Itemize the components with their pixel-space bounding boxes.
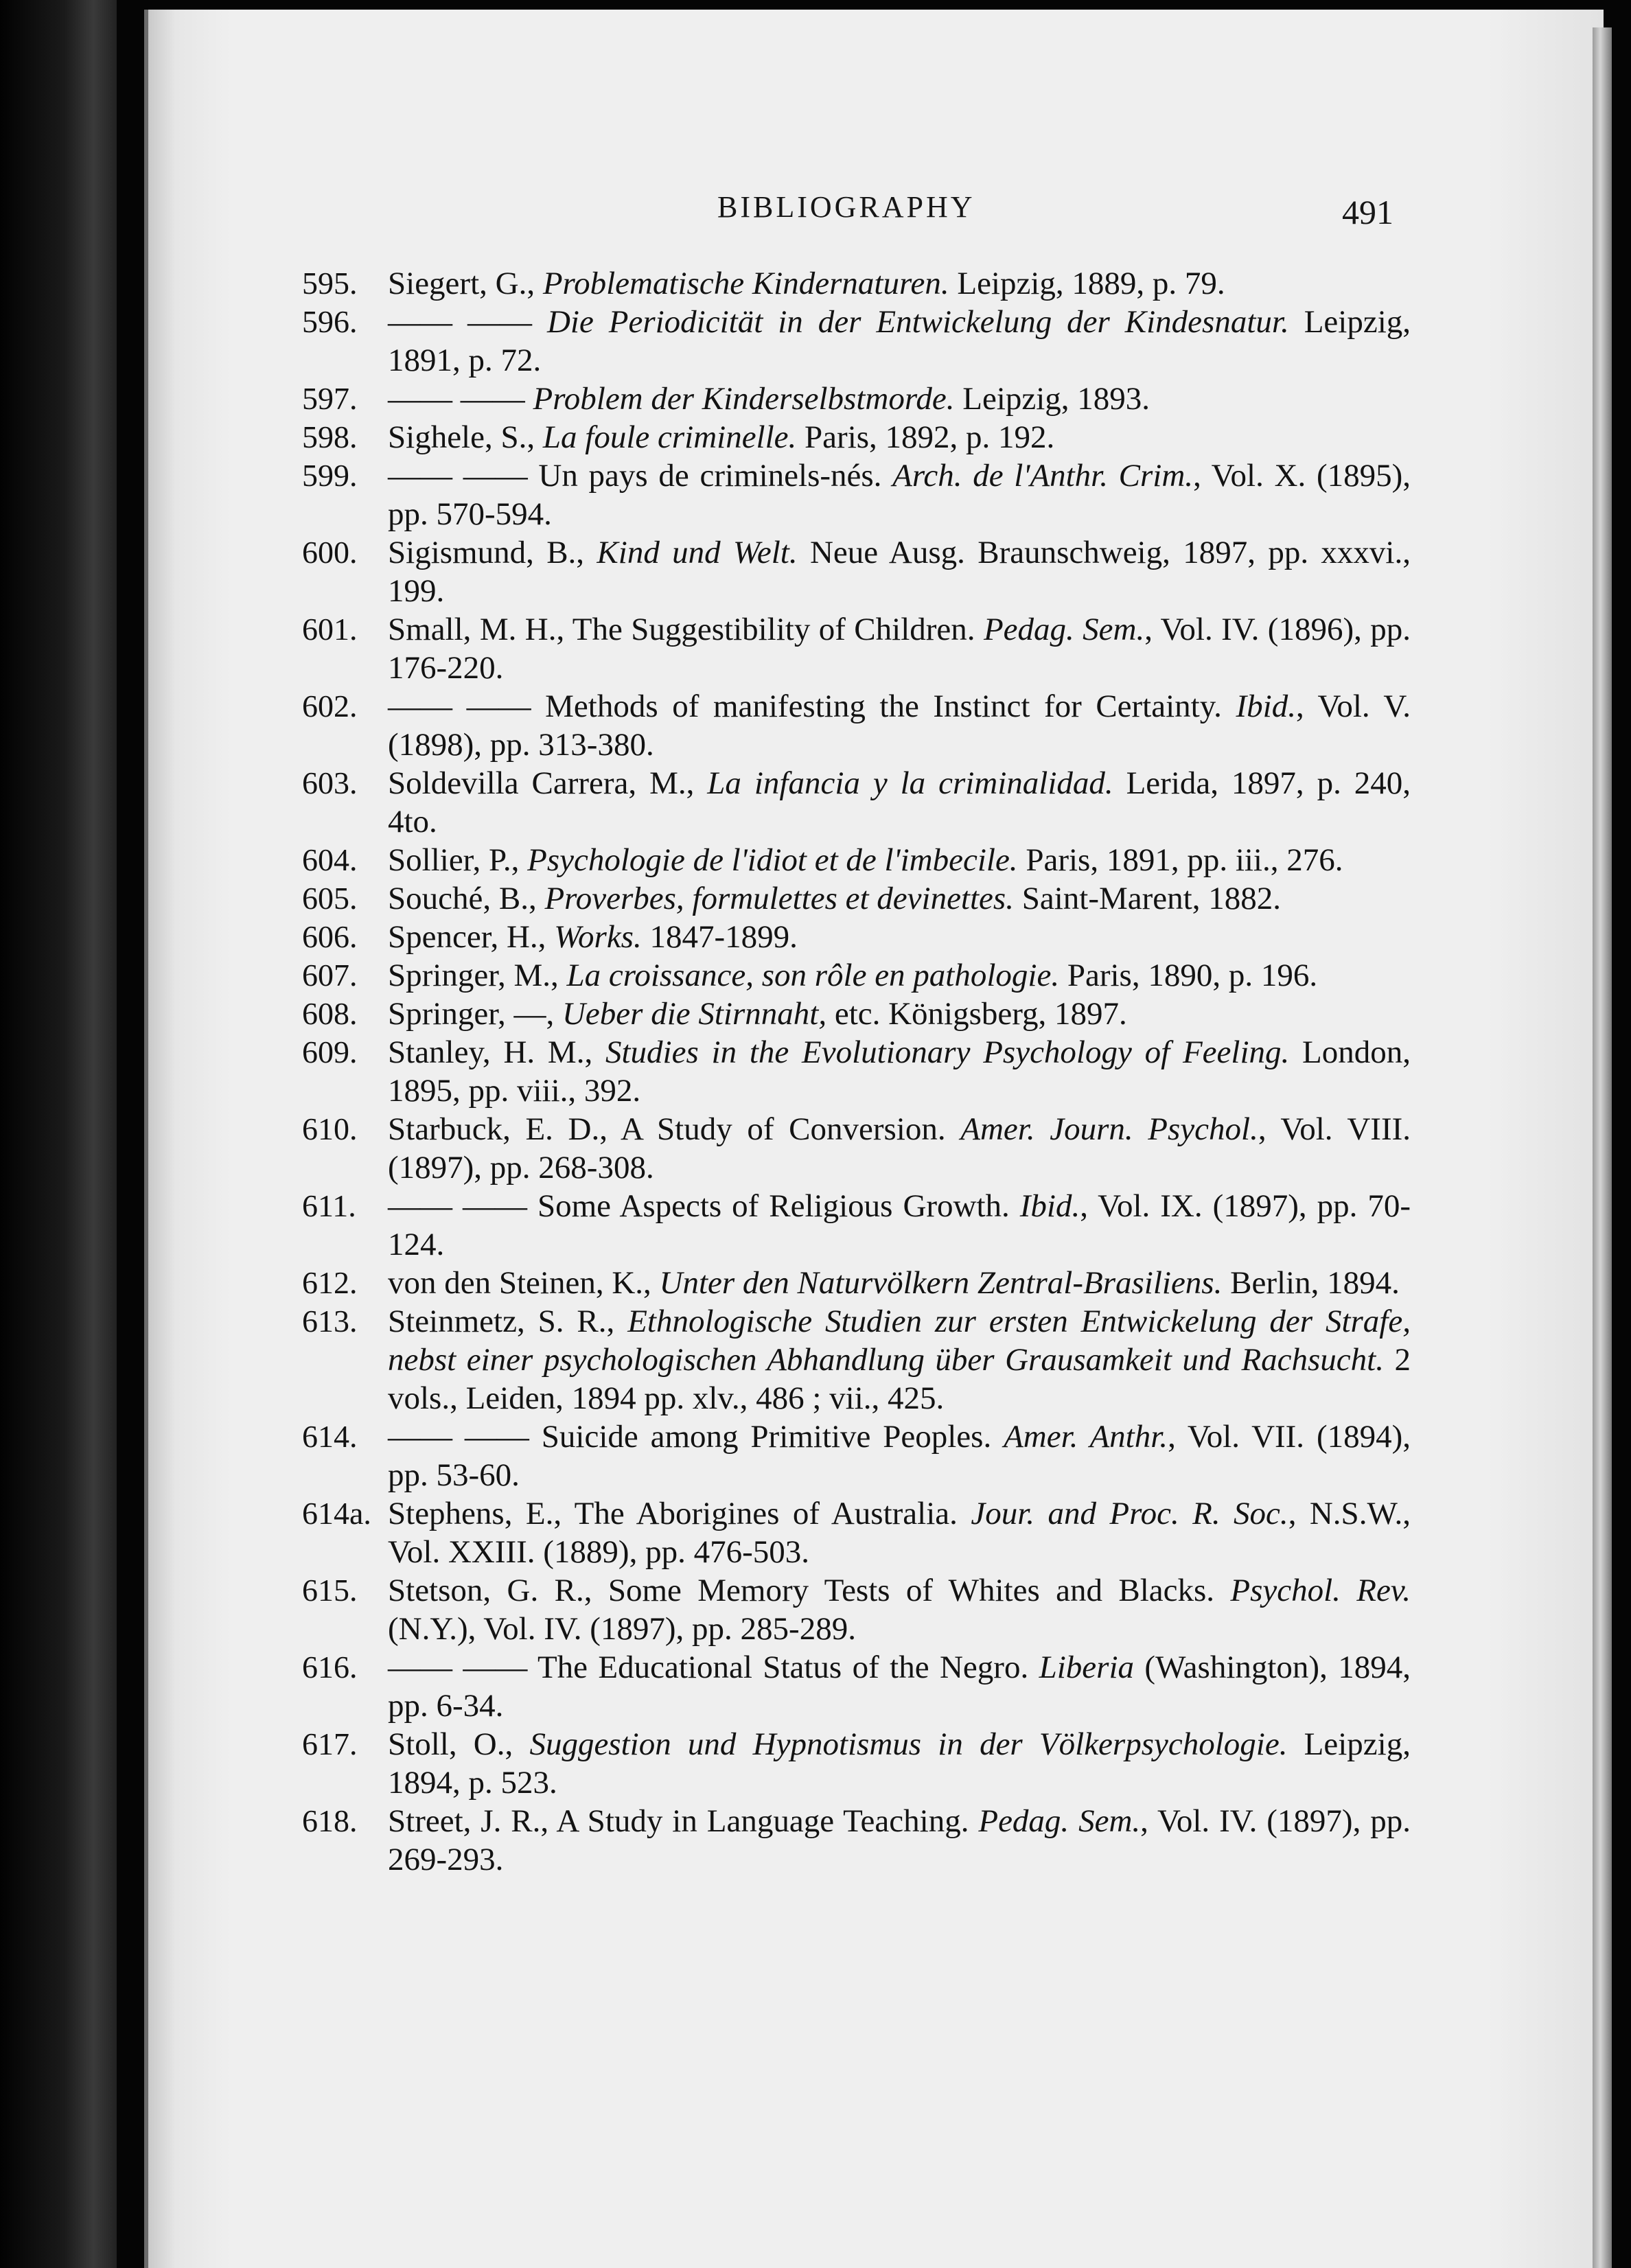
entry-author: Street, J. R., A Study in Language Teaching. (388, 1803, 979, 1839)
bibliography-entry (302, 1802, 1411, 1879)
entry-title: Problematische Kindernaturen. (542, 266, 949, 301)
running-title: BIBLIOGRAPHY (717, 190, 975, 224)
bibliography-entry (302, 956, 1411, 995)
entry-author: —— —— Methods of manifesting the Instinct for Certainty. (388, 688, 1236, 724)
entry-details: , Vol. IV. (1897), pp. 269-293. (388, 1803, 1411, 1877)
entry-number: 603. (302, 765, 358, 800)
entry-title: Suggestion und Hypnotismus in der Völkerpsychologie. (529, 1726, 1288, 1762)
bibliography-entry (302, 456, 1411, 533)
entry-title: Unter den Naturvölkern Zentral-Brasiliens. (659, 1265, 1223, 1301)
entry-title: Psychol. Rev. (1230, 1573, 1411, 1608)
bibliography-entry (302, 1494, 1411, 1571)
entry-number: 613. (302, 1304, 358, 1339)
bibliography-entry (302, 418, 1411, 456)
entry-details: Neue Ausg. Braunschweig, 1897, pp. xxxvi., 199. (388, 535, 1411, 609)
entry-number: 595. (302, 266, 358, 301)
entry-author: —— —— (388, 304, 547, 340)
entry-number: 608. (302, 996, 358, 1031)
page-header (0, 189, 1631, 244)
entry-number: 617. (302, 1726, 358, 1761)
entry-author: Stoll, O., (388, 1726, 530, 1762)
entry-details: , Vol. VII. (1894), pp. 53-60. (388, 1419, 1411, 1493)
entry-number: 599. (302, 458, 358, 493)
entry-title: Amer. Anthr. (1004, 1419, 1168, 1455)
entry-details: Saint-Marent, 1882. (1013, 881, 1281, 916)
entry-number: 614a. (302, 1496, 371, 1531)
bibliography-entry (302, 995, 1411, 1033)
entry-author: Siegert, G., (388, 266, 543, 301)
entry-details: (Washington), 1894, pp. 6-34. (388, 1650, 1411, 1724)
entry-title: Ibid. (1236, 688, 1296, 724)
bibliography-entry (302, 1187, 1411, 1264)
entry-number: 597. (302, 381, 358, 416)
entry-number: 601. (302, 612, 358, 647)
entry-number: 616. (302, 1650, 358, 1685)
bibliography-entry (302, 1302, 1411, 1418)
bibliography-entry (302, 764, 1411, 841)
page-edge (1593, 27, 1612, 2268)
entry-details: , Vol. IV. (1896), pp. 176-220. (388, 612, 1411, 686)
entry-title: Ueber die Stirnnaht, (562, 996, 827, 1032)
entry-details: Paris, 1892, p. 192. (796, 419, 1055, 455)
entry-author: —— —— The Educational Status of the Negro. (388, 1650, 1039, 1685)
entry-title: La croissance, son rôle en pathologie. (566, 958, 1060, 993)
entry-number: 600. (302, 535, 358, 570)
entry-details: 2 vols., Leiden, 1894 pp. xlv., 486 ; vii., 425. (388, 1342, 1411, 1416)
entry-title: Problem der Kinderselbstmorde. (533, 381, 955, 417)
entry-title: Liberia (1039, 1650, 1135, 1685)
entry-details: , Vol. V. (1898), pp. 313-380. (388, 688, 1411, 763)
entry-author: Sollier, P., (388, 842, 528, 878)
bibliography-entry (302, 1033, 1411, 1110)
entry-details: Paris, 1890, p. 196. (1059, 958, 1318, 993)
entry-title: La infancia y la criminalidad. (707, 765, 1113, 801)
bibliography-entry (302, 918, 1411, 956)
entry-author: Souché, B., (388, 881, 545, 916)
entry-author: Stephens, E., The Aborigines of Australia. (388, 1496, 971, 1531)
entry-title: Ibid. (1019, 1188, 1080, 1224)
entry-author: Stetson, G. R., Some Memory Tests of Whites and Blacks. (388, 1573, 1231, 1608)
bibliography-entry (302, 1264, 1411, 1302)
entry-title: Studies in the Evolutionary Psychology of Feeling. (605, 1034, 1290, 1070)
entry-author: Starbuck, E. D., A Study of Conversion. (388, 1111, 961, 1147)
entry-author: Sigismund, B., (388, 535, 597, 570)
entry-title: Amer. Journ. Psychol. (960, 1111, 1258, 1147)
entry-details: , N.S.W., Vol. XXIII. (1889), pp. 476-503. (388, 1496, 1411, 1570)
entry-title: Works. (554, 919, 642, 955)
entry-details: Leipzig, 1889, p. 79. (949, 266, 1225, 301)
entry-number: 610. (302, 1111, 358, 1146)
bibliography-entry (302, 1418, 1411, 1494)
entry-title: Pedag. Sem. (978, 1803, 1141, 1839)
entry-author: —— —— Suicide among Primitive Peoples. (388, 1419, 1004, 1455)
bibliography-entry (302, 533, 1411, 610)
entry-title: Pedag. Sem. (983, 612, 1145, 647)
entry-number: 607. (302, 958, 358, 993)
entry-author: —— —— Un pays de criminels-nés. (388, 458, 893, 494)
entry-author: Springer, M., (388, 958, 567, 993)
entry-author: Springer, —, (388, 996, 562, 1032)
entry-author: Sighele, S., (388, 419, 543, 455)
bibliography-entry (302, 303, 1411, 380)
entry-title: Arch. de l'Anthr. Crim. (892, 458, 1194, 494)
bibliography-entry (302, 1648, 1411, 1725)
entry-number: 606. (302, 919, 358, 954)
bibliography-entry (302, 1571, 1411, 1648)
entry-title: Proverbes, formulettes et devinettes. (544, 881, 1014, 916)
entry-number: 605. (302, 881, 358, 916)
entry-author: Spencer, H., (388, 919, 555, 955)
bibliography-entry (302, 610, 1411, 687)
bibliography-entry (302, 1110, 1411, 1187)
entry-details: , Vol. IX. (1897), pp. 70-124. (388, 1188, 1411, 1262)
entry-number: 609. (302, 1034, 358, 1069)
entry-author: —— —— (388, 381, 533, 417)
entry-author: —— —— Some Aspects of Religious Growth. (388, 1188, 1020, 1224)
entry-number: 604. (302, 842, 358, 877)
bibliography-list (302, 264, 1411, 1879)
bibliography-entry (302, 1725, 1411, 1802)
entry-details: Leipzig, 1893. (954, 381, 1150, 417)
entry-number: 598. (302, 419, 358, 454)
entry-details: Berlin, 1894. (1222, 1265, 1400, 1301)
bibliography-entry (302, 879, 1411, 918)
entry-title: Kind und Welt. (597, 535, 798, 570)
bibliography-entry (302, 687, 1411, 764)
bibliography-entry (302, 380, 1411, 418)
entry-title: Ethnologische Studien zur ersten Entwickelung der Strafe, nebst einer psychologischen Abhandlung über Grausamkeit und Rachsucht. (388, 1304, 1411, 1378)
entry-number: 602. (302, 688, 358, 724)
entry-author: Steinmetz, S. R., (388, 1304, 628, 1339)
entry-details: London, 1895, pp. viii., 392. (388, 1034, 1411, 1109)
entry-number: 618. (302, 1803, 358, 1838)
entry-details: Leipzig, 1891, p. 72. (388, 304, 1411, 378)
entry-number: 596. (302, 304, 358, 339)
entry-title: Jour. and Proc. R. Soc. (971, 1496, 1288, 1531)
entry-author: Stanley, H. M., (388, 1034, 605, 1070)
entry-details: Lerida, 1897, p. 240, 4to. (388, 765, 1411, 840)
entry-title: Die Periodicität in der Entwickelung der Kindesnatur. (546, 304, 1289, 340)
entry-author: von den Steinen, K., (388, 1265, 660, 1301)
entry-details: (N.Y.), Vol. IV. (1897), pp. 285-289. (388, 1611, 856, 1647)
entry-number: 612. (302, 1265, 358, 1300)
entry-details: 1847-1899. (641, 919, 798, 955)
entry-number: 611. (302, 1188, 356, 1223)
entry-author: Small, M. H., The Suggestibility of Children. (388, 612, 984, 647)
entry-details: Leipzig, 1894, p. 523. (388, 1726, 1411, 1801)
entry-details: Paris, 1891, pp. iii., 276. (1017, 842, 1343, 878)
entry-author: Soldevilla Carrera, M., (388, 765, 708, 801)
entry-details: , Vol. VIII. (1897), pp. 268-308. (388, 1111, 1411, 1185)
entry-number: 614. (302, 1419, 358, 1454)
entry-title: La foule criminelle. (542, 419, 797, 455)
entry-details: etc. Königsberg, 1897. (826, 996, 1127, 1032)
entry-details: , Vol. X. (1895), pp. 570-594. (388, 458, 1411, 532)
entry-title: Psychologie de l'idiot et de l'imbecile. (527, 842, 1018, 878)
book-gutter-shadow (0, 0, 117, 2268)
bibliography-entry (302, 841, 1411, 879)
entry-number: 615. (302, 1573, 358, 1608)
bibliography-entry (302, 264, 1411, 303)
page-number: 491 (1342, 193, 1393, 231)
